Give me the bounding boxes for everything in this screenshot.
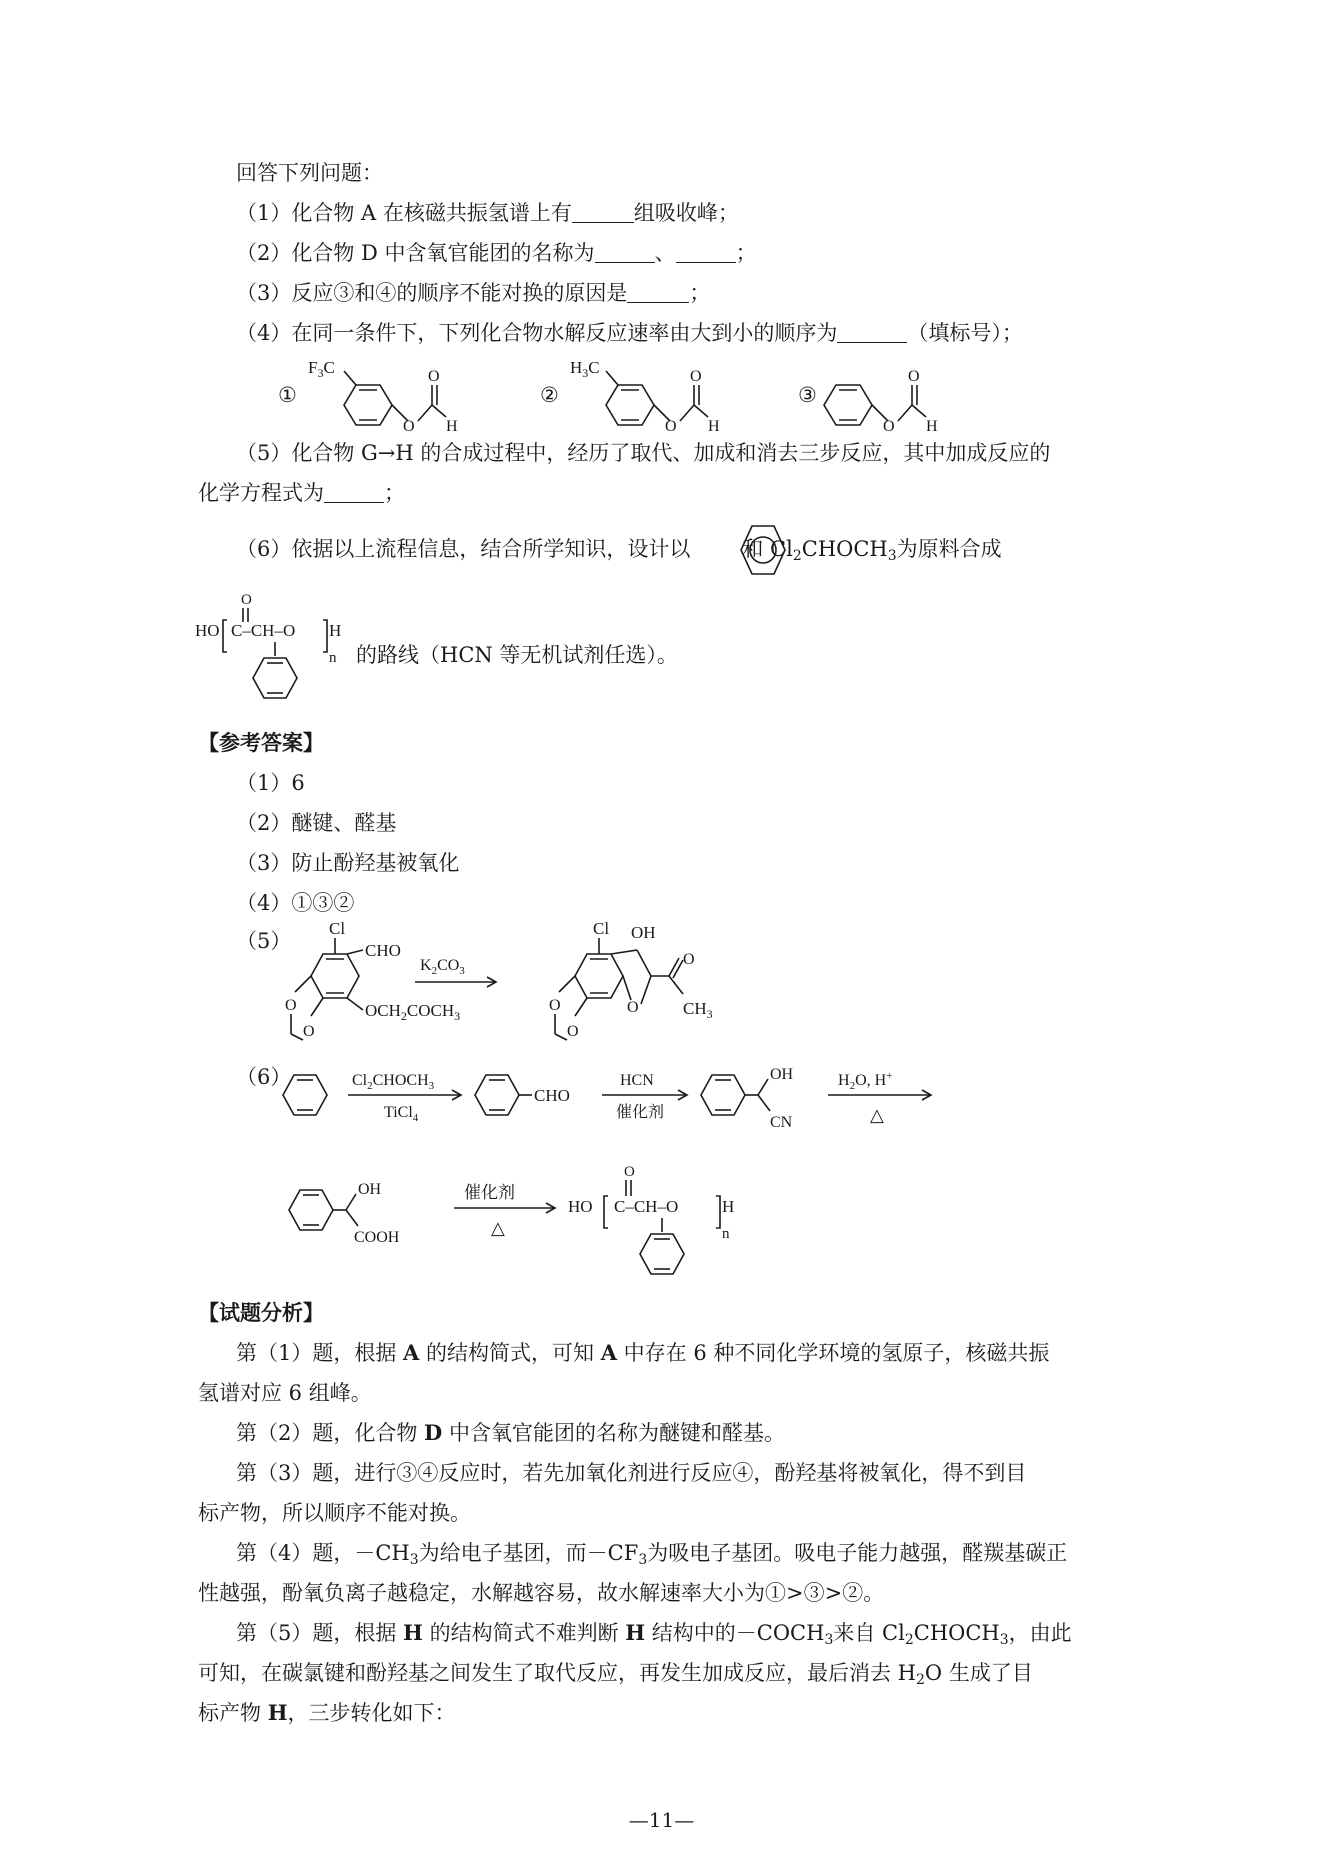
svg-text:H: H — [722, 1197, 735, 1216]
answer-5-reaction — [275, 920, 795, 1055]
svg-text:Cl2CHOCH3: $Cl_2CHOCH_3$ — [352, 1072, 435, 1092]
question-5-line-1: （5）化合物 G→H 的合成过程中，经历了取代、加成和消去三步反应，其中加成反应的 — [236, 441, 1051, 465]
question-6-line-1: （6）依据以上流程信息，结合所学知识，设计以 和 $Cl_2CHOCH_3$为原料合成 — [236, 537, 1002, 564]
analysis-5-line-3: 标产物 H，三步转化如下： — [198, 1700, 456, 1725]
analysis-3-line-2: 标产物，所以顺序不能对换。 — [198, 1501, 471, 1525]
svg-text:催化剂: 催化剂 — [464, 1183, 515, 1202]
svg-text:H3C: $H_3C$ — [570, 358, 600, 380]
svg-text:O: O — [690, 368, 702, 385]
svg-text:OCH2COCH3: $OCH_2COCH_3$ — [365, 1001, 461, 1023]
svg-text:K2CO3: $K_2CO_3$ — [420, 957, 465, 977]
svg-text:O: O — [627, 999, 639, 1016]
svg-text:CHO: CHO — [534, 1086, 570, 1105]
svg-text:H2O, H+: $H_2O$, H+ — [838, 1070, 893, 1092]
svg-text:O: O — [683, 951, 695, 968]
svg-text:CHO: CHO — [365, 941, 401, 960]
svg-text:O: O — [241, 592, 252, 608]
option-1-label: ① — [278, 383, 297, 407]
answer-blank[interactable] — [837, 320, 907, 343]
answer-6-label: （6） — [236, 1065, 292, 1089]
svg-text:O: O — [285, 997, 297, 1014]
answer-6-route-row-1 — [280, 1055, 940, 1135]
intro-line: 回答下列问题： — [236, 161, 383, 185]
svg-text:C–CH–O: C–CH–O — [614, 1197, 679, 1216]
svg-text:O: O — [883, 418, 895, 435]
answer-5-label: （5） — [236, 929, 292, 953]
svg-text:CN: CN — [770, 1114, 793, 1131]
answer-6-route-row-2 — [286, 1160, 806, 1280]
analysis-1-line-1: 第（1）题，根据 A 的结构简式，可知 A 中存在 6 种不同化学环境的氢原子，核磁共振 — [236, 1340, 1050, 1365]
analysis-heading: 【试题分析】 — [198, 1300, 324, 1325]
svg-text:H: H — [446, 418, 458, 435]
question-5-line-2: 化学方程式为 ； — [198, 481, 405, 505]
svg-text:HO: HO — [195, 621, 220, 640]
svg-text:OH: OH — [358, 1181, 382, 1198]
question-3: （3）反应③和④的顺序不能对换的原因是 ； — [236, 281, 711, 305]
analysis-1-line-2: 氢谱对应 6 组峰。 — [198, 1381, 372, 1405]
svg-text:H: H — [329, 621, 342, 640]
answer-blank[interactable] — [572, 200, 634, 223]
analysis-2: 第（2）题，化合物 D 中含氧官能团的名称为醚键和醛基。 — [236, 1420, 785, 1445]
analysis-4-line-1: 第（4）题，$-CH_3$为给电子基团，而$-CF_3$为吸电子基团。吸电子能力越强，醛羰基碳正 — [236, 1541, 1068, 1568]
svg-text:O: O — [549, 997, 561, 1014]
structure-option-1 — [300, 355, 480, 435]
option-2-label: ② — [540, 383, 559, 407]
svg-text:n: n — [722, 1226, 730, 1242]
svg-text:△: △ — [870, 1105, 884, 1125]
svg-text:HO: HO — [568, 1197, 593, 1216]
question-6-line-2: 的路线（HCN 等无机试剂任选）。 — [356, 643, 678, 667]
svg-text:O: O — [303, 1023, 315, 1040]
svg-text:OH: OH — [631, 923, 656, 942]
analysis-5-line-1: 第（5）题，根据 H 的结构简式不难判断 H 结构中的$-COCH_3$来自 $Cl_2CHOCH_3$，由此 — [236, 1620, 1072, 1648]
svg-text:COOH: COOH — [354, 1229, 400, 1246]
svg-text:O: O — [665, 418, 677, 435]
polymer-target-structure — [195, 590, 355, 710]
svg-text:△: △ — [491, 1218, 505, 1238]
svg-text:O: O — [567, 1023, 579, 1040]
svg-text:C–CH–O: C–CH–O — [231, 621, 296, 640]
answer-heading: 【参考答案】 — [198, 730, 324, 755]
analysis-5-line-2: 可知，在碳氯键和酚羟基之间发生了取代反应，再发生加成反应，最后消去 $H_2O$ 生成了目 — [198, 1661, 1033, 1688]
analysis-4-line-2: 性越强，酚氧负离子越稳定，水解越容易，故水解速率大小为①>③>②。 — [198, 1581, 885, 1605]
question-2: （2）化合物 D 中含氧官能团的名称为 、 ； — [236, 241, 757, 265]
question-4: （4）在同一条件下，下列化合物水解反应速率由大到小的顺序为 （填标号）； — [236, 321, 1023, 345]
svg-text:H: H — [708, 418, 720, 435]
question-1: （1）化合物 A 在核磁共振氢谱上有 组吸收峰； — [236, 201, 739, 225]
svg-text:n: n — [329, 650, 337, 666]
svg-text:F3C: $F_3C$ — [308, 358, 335, 380]
answer-1: （1）6 — [236, 771, 305, 795]
svg-text:O: O — [624, 1164, 635, 1180]
answer-2: （2）醚键、醛基 — [236, 811, 397, 835]
structure-option-2 — [562, 355, 742, 435]
svg-text:OH: OH — [770, 1066, 794, 1083]
benzene-icon — [738, 522, 788, 578]
svg-text:催化剂: 催化剂 — [616, 1104, 665, 1121]
answer-blank[interactable] — [676, 240, 736, 263]
analysis-3-line-1: 第（3）题，进行③④反应时，若先加氧化剂进行反应④，酚羟基将被氧化，得不到目 — [236, 1461, 1027, 1485]
svg-text:Cl: Cl — [329, 919, 346, 938]
page-number: —11— — [628, 1808, 695, 1832]
svg-text:TiCl4: TiCl$_4$ — [384, 1104, 419, 1124]
svg-text:O: O — [908, 368, 920, 385]
answer-blank[interactable] — [324, 480, 384, 503]
answer-blank[interactable] — [627, 280, 689, 303]
svg-text:O: O — [428, 368, 440, 385]
option-3-label: ③ — [798, 383, 817, 407]
svg-text:CH3: $CH_3$ — [683, 999, 713, 1021]
svg-text:H: H — [926, 418, 938, 435]
svg-text:O: O — [403, 418, 415, 435]
answer-4: （4）①③② — [236, 891, 355, 915]
svg-text:Cl: Cl — [593, 919, 610, 938]
structure-option-3 — [810, 355, 970, 435]
svg-text:HCN: HCN — [620, 1072, 654, 1089]
answer-3: （3）防止酚羟基被氧化 — [236, 851, 460, 875]
answer-blank[interactable] — [595, 240, 655, 263]
